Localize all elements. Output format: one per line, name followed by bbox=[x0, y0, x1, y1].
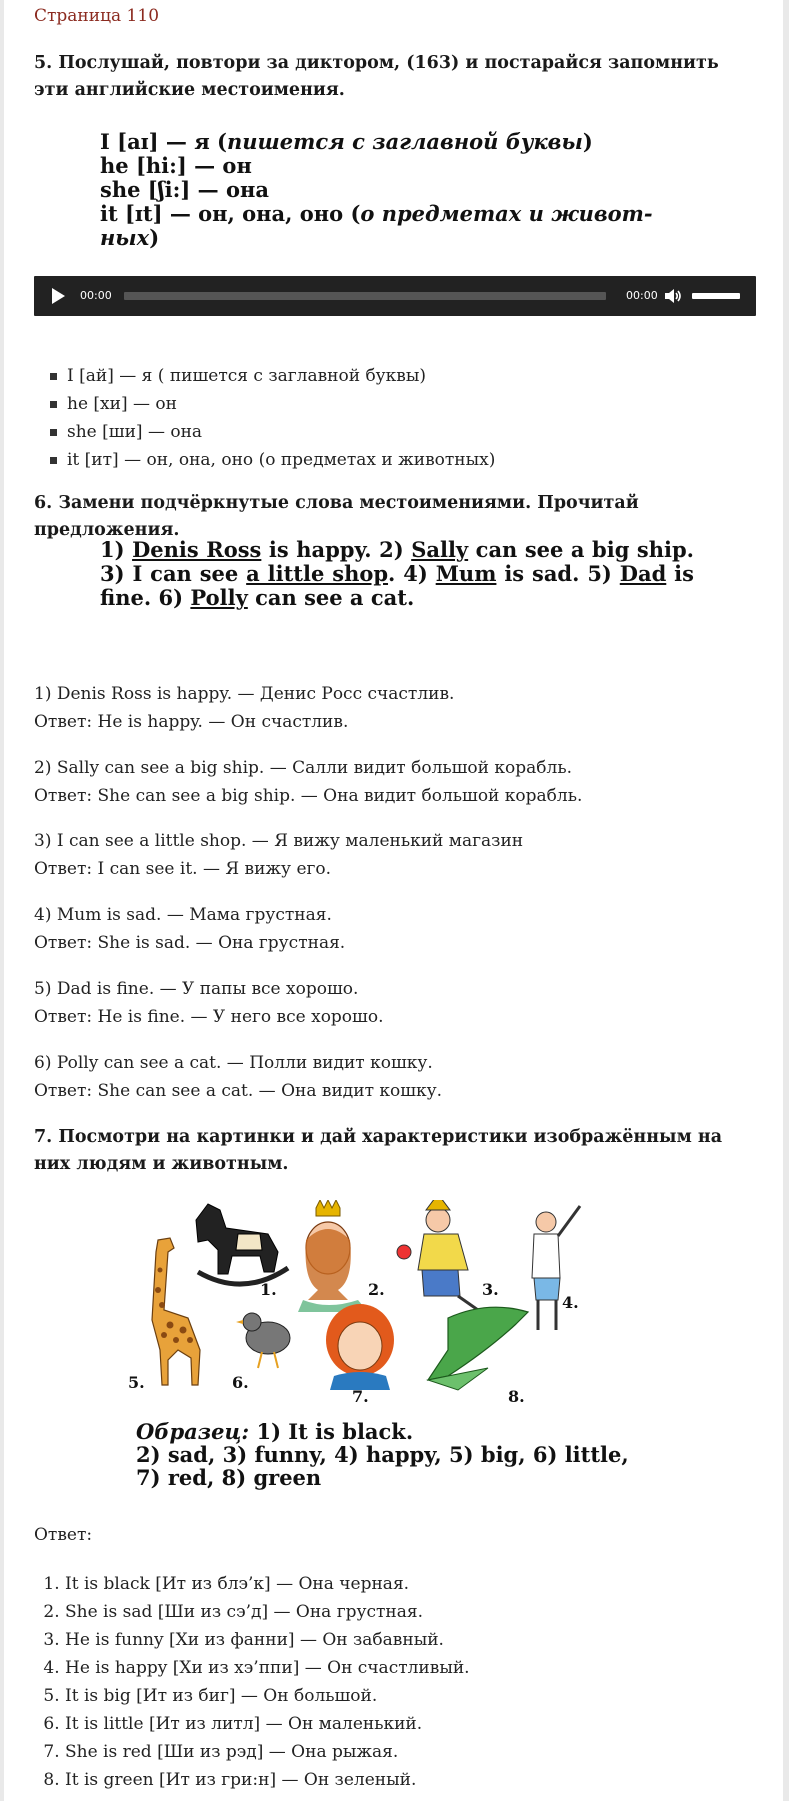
list-item: I [ай] — я ( пишется с заглавной буквы) bbox=[67, 362, 495, 390]
picture-number: 8. bbox=[508, 1387, 525, 1406]
sample-label: Образец: bbox=[136, 1419, 250, 1444]
page-link[interactable]: Страница 110 bbox=[34, 6, 160, 26]
answer-line: Ответ: She can see a big ship. — Она видит большой корабль. bbox=[34, 786, 583, 806]
question-line: 1) Denis Ross is happy. — Денис Росс счастлив. bbox=[34, 684, 455, 704]
picture-number: 2. bbox=[368, 1280, 385, 1299]
answer-line: Ответ: He is happy. — Он счастлив. bbox=[34, 712, 349, 732]
duration-time: 00:00 bbox=[626, 289, 658, 302]
sample-text: 1) It is black. bbox=[249, 1419, 414, 1444]
underlined-word: Dad bbox=[619, 561, 667, 586]
answer-block-2 bbox=[34, 754, 582, 810]
list-item: 1. It is black [Ит из блэ’к] — Она черная. bbox=[65, 1570, 470, 1598]
exercise-text: is happy. 2) bbox=[261, 537, 412, 562]
pronoun-list bbox=[34, 362, 495, 474]
answer-line: Ответ: She can see a cat. — Она видит кошку. bbox=[34, 1081, 443, 1101]
sad-girl-picture bbox=[298, 1200, 368, 1312]
answer-line: Ответ: She is sad. — Она грустная. bbox=[34, 933, 346, 953]
play-icon[interactable] bbox=[52, 288, 65, 304]
sample-line: 7) red, 8) green bbox=[136, 1465, 322, 1490]
list-item: 8. It is green [Ит из гри:н] — Он зеленый. bbox=[65, 1766, 470, 1794]
pronunciation-note: ных bbox=[100, 225, 150, 250]
bird-picture bbox=[236, 1313, 290, 1368]
list-item: 5. It is big [Ит из биг] — Он большой. bbox=[65, 1682, 470, 1710]
picture-number: 7. bbox=[352, 1387, 369, 1406]
answer-block-1 bbox=[34, 680, 454, 736]
underlined-word: a little shop bbox=[246, 561, 389, 586]
exercise-text: is sad. 5) bbox=[496, 561, 620, 586]
current-time: 00:00 bbox=[80, 289, 112, 302]
picture-number: 3. bbox=[482, 1280, 499, 1299]
giraffe-picture bbox=[152, 1238, 200, 1385]
pronunciation-line bbox=[100, 202, 653, 226]
list-item: 4. He is happy [Хи из хэ’ппи] — Он счастливый. bbox=[65, 1654, 470, 1682]
pronunciation-note: о предметах и живот- bbox=[360, 201, 653, 226]
underlined-word: Mum bbox=[435, 561, 497, 586]
pronunciation-text: he [hi:] — он bbox=[100, 153, 252, 178]
exercise-text: is fine. 6) bbox=[100, 561, 694, 610]
audio-player bbox=[34, 276, 756, 316]
picture-number: 5. bbox=[128, 1373, 145, 1392]
picture-number: 1. bbox=[260, 1280, 277, 1299]
pronunciation-line bbox=[100, 178, 653, 202]
red-haired-girl-picture bbox=[326, 1304, 394, 1390]
list-item: 3. He is funny [Хи из фанни] — Он забавный. bbox=[65, 1626, 470, 1654]
clown-picture bbox=[397, 1200, 478, 1310]
underlined-word: Sally bbox=[411, 537, 469, 562]
list-item: it [ит] — он, она, оно (о предметах и животных) bbox=[67, 446, 495, 474]
volume-icon[interactable] bbox=[664, 287, 682, 305]
sample-block bbox=[136, 1420, 629, 1489]
pronunciation-line bbox=[100, 226, 653, 250]
pronunciation-text: she [ʃi:] — она bbox=[100, 177, 269, 202]
answer-block-3 bbox=[34, 827, 523, 883]
answer-label: Ответ: bbox=[34, 1525, 93, 1545]
pronunciation-end: ) bbox=[149, 225, 160, 250]
question-line: 6) Polly can see a cat. — Полли видит кошку. bbox=[34, 1053, 433, 1073]
underlined-word: Denis Ross bbox=[132, 537, 262, 562]
list-item: he [хи] — он bbox=[67, 390, 495, 418]
exercise-text: 1) bbox=[100, 537, 133, 562]
exercise-text: . 4) bbox=[388, 561, 436, 586]
question-line: 3) I can see a little shop. — Я вижу маленький магазин bbox=[34, 831, 524, 851]
pronunciation-note: пишется с заглавной буквы bbox=[226, 129, 583, 154]
task5-heading: 5. Послушай, повтори за диктором, (163) и постарайся запомнить эти английские местоимения. bbox=[34, 53, 719, 100]
pronunciation-line bbox=[100, 154, 653, 178]
pronunciation-block bbox=[100, 130, 653, 250]
sample-line bbox=[136, 1420, 629, 1443]
underlined-word: Polly bbox=[190, 585, 248, 610]
audio-progress-track[interactable] bbox=[124, 292, 606, 300]
sample-line: 2) sad, 3) funny, 4) happy, 5) big, 6) little, bbox=[136, 1442, 629, 1467]
pronunciation-text: I [aɪ] — я ( bbox=[100, 129, 227, 154]
pictures-illustration bbox=[128, 1200, 678, 1415]
picture-number: 4. bbox=[562, 1293, 579, 1312]
pronunciation-line bbox=[100, 130, 653, 154]
exercise-text: can see a big ship. 3) I can see bbox=[100, 537, 694, 586]
rocking-horse-picture bbox=[196, 1204, 288, 1284]
list-item: she [ши] — она bbox=[67, 418, 495, 446]
answer-block-4 bbox=[34, 901, 345, 957]
task6-heading: 6. Замени подчёркнутые слова местоимениями. Прочитай предложения. bbox=[34, 493, 639, 540]
question-line: 5) Dad is fine. — У папы все хорошо. bbox=[34, 979, 359, 999]
answer-line: Ответ: I can see it. — Я вижу его. bbox=[34, 859, 332, 879]
picture-number: 6. bbox=[232, 1373, 249, 1392]
question-line: 4) Mum is sad. — Мама грустная. bbox=[34, 905, 332, 925]
list-item: 2. She is sad [Ши из сэ’д] — Она грустная. bbox=[65, 1598, 470, 1626]
answer-line: Ответ: He is fine. — У него все хорошо. bbox=[34, 1007, 384, 1027]
crocodile-picture bbox=[428, 1307, 528, 1390]
answer-block-5 bbox=[34, 975, 384, 1031]
exercise6-text bbox=[100, 538, 694, 610]
pronunciation-text: it [ɪt] — он, она, оно ( bbox=[100, 201, 361, 226]
list-item: 6. It is little [Ит из литл] — Он маленький. bbox=[65, 1710, 470, 1738]
question-line: 2) Sally can see a big ship. — Салли видит большой корабль. bbox=[34, 758, 572, 778]
list-item: 7. She is red [Ши из рэд] — Она рыжая. bbox=[65, 1738, 470, 1766]
volume-slider[interactable] bbox=[692, 293, 740, 299]
task7-heading: 7. Посмотри на картинки и дай характеристики изображённым на них людям и животным. bbox=[34, 1127, 723, 1174]
page bbox=[4, 0, 783, 1801]
answer-list bbox=[34, 1570, 470, 1794]
exercise-text: can see a cat. bbox=[247, 585, 415, 610]
pronunciation-end: ) bbox=[582, 129, 593, 154]
answer-block-6 bbox=[34, 1049, 442, 1105]
